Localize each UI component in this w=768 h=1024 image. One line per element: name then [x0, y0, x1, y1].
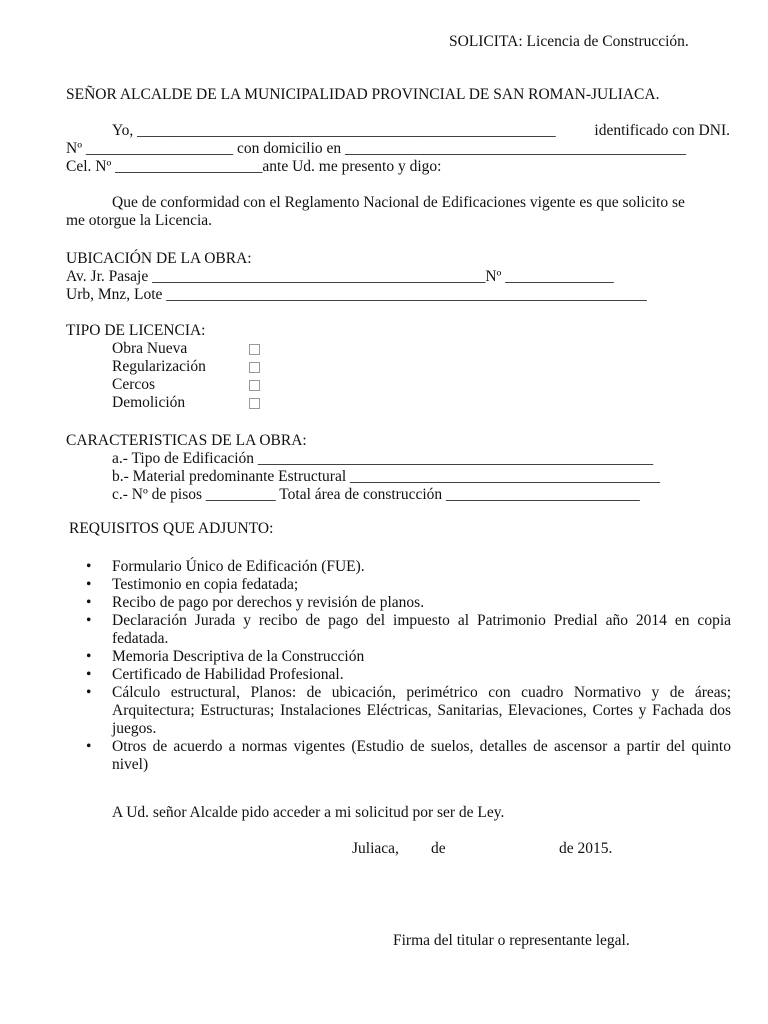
caracteristicas-b: b.- Material predominante Estructural ________________________________________ — [112, 468, 661, 485]
date-year: de 2015. — [559, 840, 613, 857]
intro-name-field: Yo, ______________________________________________________ — [112, 122, 556, 139]
list-item: • Cálculo estructural, Planos: de ubicación, perimétrico con cuadro Normativo y de áreas; Arquitectura; Estructuras; Instalaciones Eléctricas, Sanitarias, Elevaciones, Cortes y Fachada dos juegos. — [86, 684, 731, 737]
addressee-line: SEÑOR ALCALDE DE LA MUNICIPALIDAD PROVINCIAL DE SAN ROMAN-JULIACA. — [66, 86, 660, 103]
bullet-icon: • — [86, 648, 92, 665]
bullet-icon: • — [86, 684, 92, 701]
ubicacion-heading: UBICACIÓN DE LA OBRA: — [66, 250, 252, 267]
bullet-icon: • — [86, 666, 92, 683]
solicita-header: SOLICITA: Licencia de Construcción. — [449, 33, 689, 50]
intro-dni-label: identificado con DNI. — [594, 122, 730, 139]
intro-line-1 — [66, 122, 730, 140]
regularizacion-checkbox[interactable] — [249, 362, 260, 373]
demolicion-checkbox[interactable] — [249, 398, 260, 409]
caracteristicas-heading: CARACTERISTICAS DE LA OBRA: — [66, 432, 307, 449]
closing-line: A Ud. señor Alcalde pido acceder a mi solicitud por ser de Ley. — [112, 804, 505, 821]
bullet-icon: • — [86, 612, 92, 629]
bullet-icon: • — [86, 594, 92, 611]
tipo-option-obra-nueva: Obra Nueva — [112, 340, 188, 357]
tipo-heading: TIPO DE LICENCIA: — [66, 322, 206, 339]
ubicacion-line-1: Av. Jr. Pasaje ___________________________________________Nº ______________ — [66, 268, 614, 285]
list-item: • Formulario Único de Edificación (FUE). — [86, 558, 365, 575]
ubicacion-line-2: Urb, Mnz, Lote ______________________________________________________________ — [66, 286, 647, 303]
caracteristicas-c: c.- Nº de pisos _________ Total área de construcción _________________________ — [112, 486, 640, 503]
bullet-icon: • — [86, 576, 92, 593]
list-item: • Memoria Descriptiva de la Construcción — [86, 648, 365, 665]
bullet-icon: • — [86, 738, 92, 755]
intro-line-2: Nº ___________________ con domicilio en ____________________________________________ — [66, 140, 687, 157]
signature-label: Firma del titular o representante legal. — [393, 932, 630, 949]
request-line-2: me otorgue la Licencia. — [66, 212, 213, 229]
tipo-option-cercos: Cercos — [112, 376, 156, 393]
list-item: • Testimonio en copia fedatada; — [86, 576, 299, 593]
list-item: • Recibo de pago por derechos y revisión de planos. — [86, 594, 425, 611]
cercos-checkbox[interactable] — [249, 380, 260, 391]
tipo-option-demolicion: Demolición — [112, 394, 186, 411]
requisitos-list — [86, 558, 731, 774]
date-city: Juliaca, — [352, 840, 399, 857]
caracteristicas-a: a.- Tipo de Edificación ___________________________________________________ — [112, 450, 654, 467]
tipo-option-regularizacion: Regularización — [112, 358, 206, 375]
requisitos-heading: REQUISITOS QUE ADJUNTO: — [69, 520, 274, 537]
request-line-1: Que de conformidad con el Reglamento Nacional de Edificaciones vigente es que solicito se — [112, 194, 685, 211]
bullet-icon: • — [86, 558, 92, 575]
obra-nueva-checkbox[interactable] — [249, 344, 260, 355]
list-item: • Certificado de Habilidad Profesional. — [86, 666, 344, 683]
intro-line-3: Cel. Nº ___________________ante Ud. me presento y digo: — [66, 158, 442, 175]
date-de: de — [431, 840, 446, 857]
list-item: • Declaración Jurada y recibo de pago del impuesto al Patrimonio Predial año 2014 en copia fedatada. — [86, 612, 731, 647]
list-item: • Otros de acuerdo a normas vigentes (Estudio de suelos, detalles de ascensor a partir del quinto nivel) — [86, 738, 731, 773]
